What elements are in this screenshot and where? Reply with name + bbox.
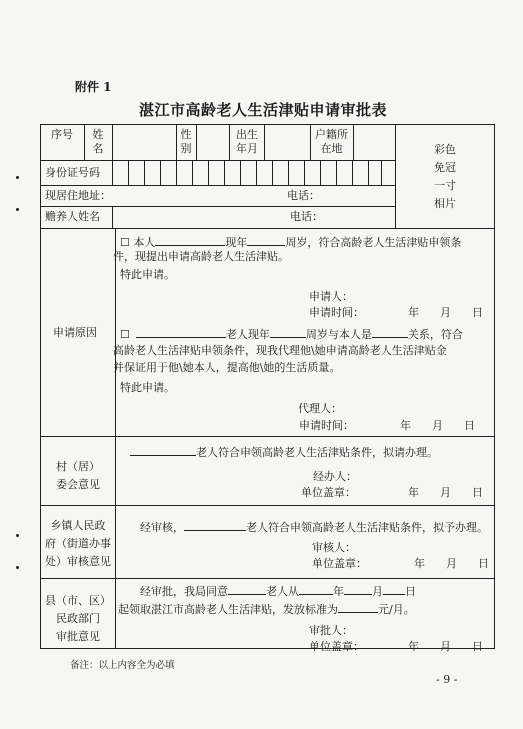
huji-header — [311, 128, 352, 156]
opt2-line3: 并保证用于他\她本人，提高他\她的生活质量。 — [113, 361, 341, 374]
county-label-1: 县（市、区） — [45, 594, 111, 607]
opt1-text: 周岁，符合高龄老人生活津贴申领条 — [285, 236, 462, 249]
county-t1: 经审批，我局同意 — [140, 585, 228, 598]
applicant-label: 申请人： — [309, 290, 353, 303]
opt1-line2: 件，现提出申请高龄老人生活津贴。 — [113, 250, 289, 263]
county-label-3: 审批意见 — [56, 630, 100, 643]
opt2-relation-label: 周岁与本人是 — [305, 328, 372, 341]
huji-header-1: 户籍所 — [315, 128, 348, 141]
county-date: 年 月 日 — [408, 640, 483, 653]
name-header-2: 名 — [92, 142, 104, 155]
gender-header — [178, 128, 194, 156]
idcard-label: 身份证号码 — [45, 166, 100, 179]
opt2-age-label: 老人现年 — [225, 328, 270, 341]
seq-header: 序号 — [51, 128, 73, 141]
village-seal-label: 单位盖章： — [301, 486, 356, 499]
photo-line-2: 免冠 — [434, 161, 456, 174]
village-label-2: 委会意见 — [56, 478, 100, 491]
county-line2-a: 起领取湛江市高龄老人生活津贴，发放标准为 — [118, 603, 338, 616]
phone2-label: 电话： — [290, 210, 323, 223]
town-label-3: 处）审核意见 — [45, 555, 111, 568]
birth-header-1: 出生 — [236, 128, 258, 141]
name-header — [88, 128, 108, 156]
county-line1 — [140, 583, 416, 599]
county-t2: 老人从 — [266, 585, 299, 598]
county-label — [40, 592, 116, 646]
photo-line-3: 一寸 — [434, 179, 456, 192]
margin-dot — [16, 208, 19, 211]
opt2-text: 关系，符合 — [407, 328, 463, 341]
reason-option-2 — [120, 326, 463, 342]
county-t4: 月 — [372, 585, 383, 598]
opt2-line2: 高龄老人生活津贴申领条件，现我代理他\她申请高龄老人生活津贴金 — [113, 344, 447, 357]
reason-label: 申请原因 — [53, 326, 97, 339]
town-date: 年 月 日 — [414, 557, 489, 570]
county-seal-label: 单位盖章： — [309, 640, 364, 653]
gender-header-2: 别 — [180, 142, 192, 155]
apply-time2-label: 申请时间： — [299, 419, 354, 432]
proxy-checkbox[interactable]: ☐ — [120, 328, 130, 341]
village-label-1: 村（居） — [56, 460, 100, 473]
name-header-1: 姓 — [92, 128, 104, 141]
town-label-2: 府（街道办事 — [45, 537, 111, 550]
reason-option-1 — [120, 234, 461, 250]
birth-header — [231, 128, 263, 156]
margin-dot — [16, 566, 19, 569]
page-number: - 9 - — [436, 673, 458, 686]
village-label — [44, 458, 112, 494]
county-label-2: 民政部门 — [56, 612, 100, 625]
huji-header-2: 在地 — [320, 142, 343, 155]
opt1-age-label: 现年 — [225, 236, 248, 249]
gender-header-1: 性 — [180, 128, 192, 141]
county-line2-b: 元/月。 — [378, 603, 415, 616]
village-date: 年 月 日 — [408, 486, 483, 499]
self-checkbox[interactable]: ☐ 本人 — [120, 236, 156, 249]
town-label — [42, 517, 114, 571]
apply-date: 年 月 日 — [408, 306, 483, 319]
agent-label: 代理人： — [298, 402, 342, 415]
village-text: 老人符合申领高龄老人生活津贴条件，拟请办理。 — [196, 446, 438, 459]
town-text-a: 经审核， — [140, 521, 184, 534]
opt1-line3: 特此申请。 — [120, 268, 175, 281]
village-opinion — [130, 444, 438, 460]
footnote: 备注：以上内容全为必填 — [70, 660, 175, 671]
opt2-line4: 特此申请。 — [120, 381, 175, 394]
town-label-1: 乡镇人民政 — [50, 519, 106, 532]
apply-time-label: 申请时间： — [309, 306, 364, 319]
supporter-label: 赡养人姓名 — [45, 210, 100, 223]
county-approver-label: 审批人： — [309, 624, 353, 637]
county-t5: 日 — [405, 585, 416, 598]
photo-line-1: 彩色 — [434, 143, 456, 156]
town-seal-label: 单位盖章： — [312, 557, 367, 570]
county-t3: 年 — [333, 585, 344, 598]
photo-placeholder — [400, 141, 490, 213]
photo-line-4: 相片 — [434, 197, 456, 210]
page-title: 湛江市高龄老人生活津贴申请审批表 — [139, 101, 388, 119]
birth-header-2: 年月 — [236, 142, 258, 155]
address-label: 现居住地址： — [45, 189, 111, 202]
apply-date2: 年 月 日 — [400, 419, 475, 432]
town-opinion — [140, 519, 488, 535]
town-reviewer-label: 审核人： — [312, 541, 356, 554]
town-text-b: 老人符合申领高龄老人生活津贴条件，拟予办理。 — [246, 521, 488, 534]
village-handler-label: 经办人： — [313, 470, 357, 483]
county-line2 — [118, 601, 415, 617]
margin-dot — [16, 176, 19, 179]
phone-label: 电话： — [287, 189, 320, 202]
attachment-label: 附件 1 — [75, 80, 112, 94]
margin-dot — [16, 534, 19, 537]
